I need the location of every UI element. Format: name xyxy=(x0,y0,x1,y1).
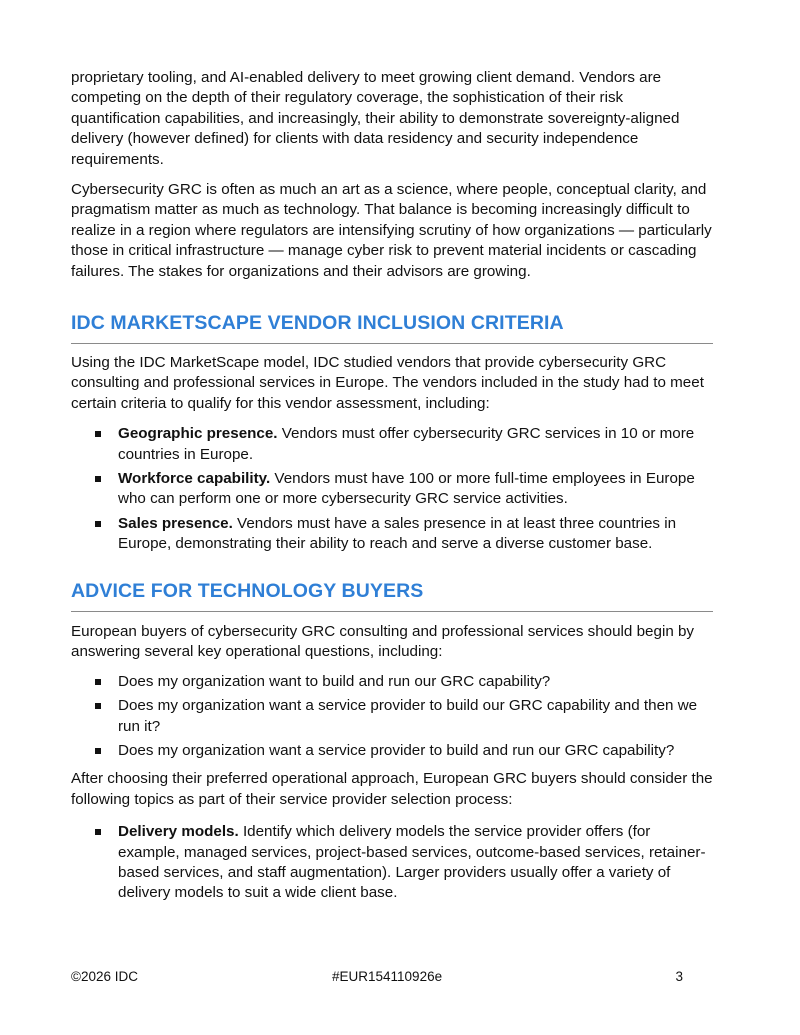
bullet-icon xyxy=(95,703,101,709)
bullet-icon xyxy=(95,476,101,482)
inclusion-criteria-intro: Using the IDC MarketScape model, IDC studied vendors that provide cybersecurity GRC consulting and professional services in Europe. The vendors included in the study had to meet certain criteria to qualify for this vendor assessment, including: xyxy=(71,354,704,412)
list-item xyxy=(71,822,713,904)
list-item-text: Does my organization want a service provider to build and run our GRC capability? xyxy=(118,742,675,760)
list-item xyxy=(71,424,713,465)
list-item-text: Does my organization want to build and run our GRC capability? xyxy=(118,672,551,690)
intro-section xyxy=(71,68,713,282)
advice-followup: After choosing their preferred operational approach, European GRC buyers should consider the following topics as part of their service provider selection process: xyxy=(71,770,713,808)
list-item xyxy=(71,514,713,555)
list-item-term: Workforce capability. xyxy=(118,470,271,488)
advice-intro: European buyers of cybersecurity GRC consulting and professional services should begin by answering several key operational questions, including: xyxy=(71,623,695,661)
bullet-icon xyxy=(95,829,101,835)
bullet-icon xyxy=(95,521,101,527)
selection-topics-list xyxy=(71,822,713,904)
section-divider xyxy=(71,611,713,612)
advice-heading: ADVICE FOR TECHNOLOGY BUYERS xyxy=(71,580,424,602)
footer-copyright: ©2026 IDC xyxy=(71,969,138,984)
list-item xyxy=(71,741,713,761)
footer-page-number: 3 xyxy=(675,969,683,984)
list-item xyxy=(71,696,713,737)
list-item-text: Vendors must have 100 or more full-time employees in Europe who can perform one or more cybersecurity GRC service activities. xyxy=(118,470,695,508)
bullet-icon xyxy=(95,431,101,437)
inclusion-criteria-heading: IDC MARKETSCAPE VENDOR INCLUSION CRITERIA xyxy=(71,312,564,334)
inclusion-criteria-list xyxy=(71,424,713,554)
list-item-term: Geographic presence. xyxy=(118,425,278,443)
section-divider xyxy=(71,343,713,344)
list-item xyxy=(71,469,713,510)
bullet-icon xyxy=(95,679,101,685)
footer-document-id: #EUR154110926e xyxy=(332,969,443,984)
list-item-term: Sales presence. xyxy=(118,514,233,532)
list-item-term: Delivery models. xyxy=(118,823,239,841)
advice-section xyxy=(71,579,713,904)
list-item-text: Vendors must have a sales presence in at least three countries in Europe, demonstrating their ability to reach and serve a diverse customer base. xyxy=(118,514,677,553)
bullet-icon xyxy=(95,748,101,754)
list-item-text: Identify which delivery models the service provider offers (for example, managed services, project-based services, outcome-based services, retainer-based services, and staff augmentation). Larger providers usually offer a variety of delivery models to suit a wide client base. xyxy=(118,823,706,902)
list-item-text: Does my organization want a service provider to build our GRC capability and then we run it? xyxy=(118,697,698,735)
operational-questions-list xyxy=(71,672,713,762)
inclusion-criteria-section xyxy=(71,311,713,555)
list-item-text: Vendors must offer cybersecurity GRC services in 10 or more countries in Europe. xyxy=(118,425,695,463)
intro-paragraph-1: proprietary tooling, and AI-enabled delivery to meet growing client demand. Vendors are competing on the depth of their regulatory coverage, the sophistication of their risk quantification capabilities, and increasingly, their ability to demonstrate sovereignty-aligned delivery (however defined) for clients with data residency and security independence requirements. xyxy=(71,69,680,168)
list-item xyxy=(71,672,713,692)
intro-paragraph-2: Cybersecurity GRC is often as much an art as a science, where people, conceptual clarity, and pragmatism matter as much as technology. That balance is becoming increasingly difficult to realize in a region where regulators are intensifying scrutiny of how organizations — particularly those in critical infrastructure — manage cyber risk to prevent material incidents or cascading failures. The stakes for organizations and their advisors are growing. xyxy=(71,181,712,280)
